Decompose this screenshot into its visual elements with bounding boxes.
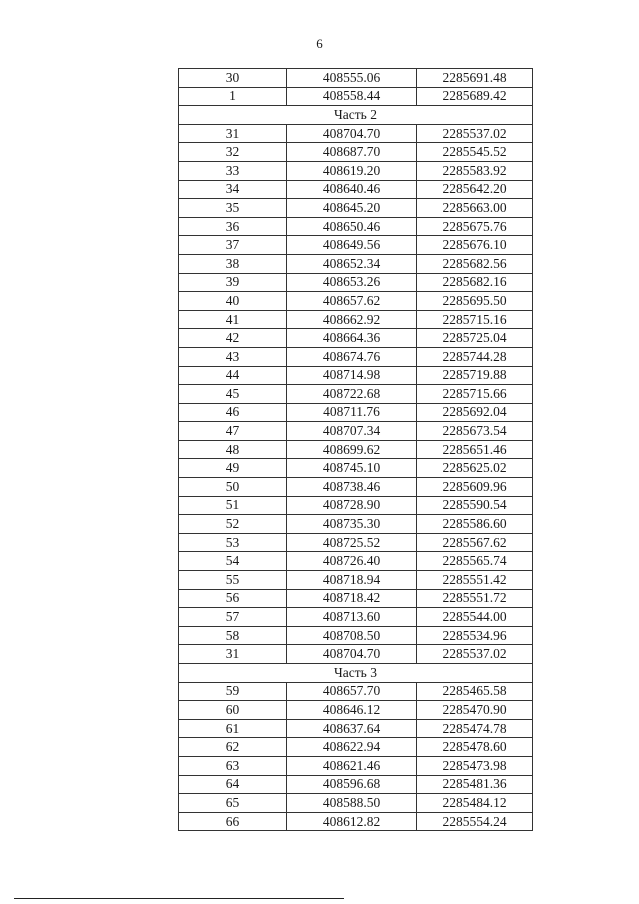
point-number-cell: 52 <box>179 515 287 534</box>
point-number-cell: 48 <box>179 440 287 459</box>
point-number-cell: 66 <box>179 812 287 831</box>
table-row <box>179 422 533 441</box>
y-coordinate-cell: 2285663.00 <box>417 199 533 218</box>
y-coordinate-cell: 2285481.36 <box>417 775 533 794</box>
y-coordinate-cell: 2285676.10 <box>417 236 533 255</box>
point-number-cell: 53 <box>179 533 287 552</box>
point-number-cell: 56 <box>179 589 287 608</box>
x-coordinate-cell: 408652.34 <box>287 254 417 273</box>
table-row <box>179 161 533 180</box>
table-row <box>179 812 533 831</box>
point-number-cell: 64 <box>179 775 287 794</box>
y-coordinate-cell: 2285567.62 <box>417 533 533 552</box>
table-row <box>179 292 533 311</box>
table-row <box>179 459 533 478</box>
table-row <box>179 756 533 775</box>
y-coordinate-cell: 2285625.02 <box>417 459 533 478</box>
table-row <box>179 385 533 404</box>
table-row <box>179 254 533 273</box>
x-coordinate-cell: 408662.92 <box>287 310 417 329</box>
point-number-cell: 35 <box>179 199 287 218</box>
x-coordinate-cell: 408708.50 <box>287 626 417 645</box>
y-coordinate-cell: 2285692.04 <box>417 403 533 422</box>
table-row <box>179 440 533 459</box>
table-row <box>179 217 533 236</box>
point-number-cell: 49 <box>179 459 287 478</box>
x-coordinate-cell: 408640.46 <box>287 180 417 199</box>
y-coordinate-cell: 2285691.48 <box>417 69 533 88</box>
point-number-cell: 33 <box>179 161 287 180</box>
table-row <box>179 347 533 366</box>
table-row <box>179 310 533 329</box>
point-number-cell: 57 <box>179 608 287 627</box>
table-row <box>179 496 533 515</box>
x-coordinate-cell: 408687.70 <box>287 143 417 162</box>
x-coordinate-cell: 408657.62 <box>287 292 417 311</box>
point-number-cell: 65 <box>179 794 287 813</box>
point-number-cell: 46 <box>179 403 287 422</box>
table-row <box>179 515 533 534</box>
x-coordinate-cell: 408718.94 <box>287 571 417 590</box>
page-number: 6 <box>316 36 323 51</box>
x-coordinate-cell: 408558.44 <box>287 87 417 106</box>
table-row <box>179 682 533 701</box>
table-body <box>179 69 533 831</box>
x-coordinate-cell: 408722.68 <box>287 385 417 404</box>
point-number-cell: 40 <box>179 292 287 311</box>
x-coordinate-cell: 408646.12 <box>287 701 417 720</box>
table-row <box>179 236 533 255</box>
table-row <box>179 69 533 88</box>
x-coordinate-cell: 408707.34 <box>287 422 417 441</box>
x-coordinate-cell: 408745.10 <box>287 459 417 478</box>
y-coordinate-cell: 2285544.00 <box>417 608 533 627</box>
table-row <box>179 273 533 292</box>
x-coordinate-cell: 408612.82 <box>287 812 417 831</box>
x-coordinate-cell: 408728.90 <box>287 496 417 515</box>
y-coordinate-cell: 2285545.52 <box>417 143 533 162</box>
section-label: Часть 3 <box>179 664 533 683</box>
point-number-cell: 44 <box>179 366 287 385</box>
section-header-row <box>179 664 533 683</box>
section-label: Часть 2 <box>179 106 533 125</box>
table-row <box>179 701 533 720</box>
x-coordinate-cell: 408588.50 <box>287 794 417 813</box>
x-coordinate-cell: 408645.20 <box>287 199 417 218</box>
point-number-cell: 39 <box>179 273 287 292</box>
point-number-cell: 45 <box>179 385 287 404</box>
point-number-cell: 50 <box>179 478 287 497</box>
point-number-cell: 41 <box>179 310 287 329</box>
y-coordinate-cell: 2285715.66 <box>417 385 533 404</box>
point-number-cell: 1 <box>179 87 287 106</box>
point-number-cell: 51 <box>179 496 287 515</box>
y-coordinate-cell: 2285565.74 <box>417 552 533 571</box>
x-coordinate-cell: 408713.60 <box>287 608 417 627</box>
bottom-rule <box>14 898 344 899</box>
point-number-cell: 59 <box>179 682 287 701</box>
x-coordinate-cell: 408674.76 <box>287 347 417 366</box>
y-coordinate-cell: 2285689.42 <box>417 87 533 106</box>
y-coordinate-cell: 2285725.04 <box>417 329 533 348</box>
table-row <box>179 738 533 757</box>
table-row <box>179 366 533 385</box>
section-header-row <box>179 106 533 125</box>
y-coordinate-cell: 2285642.20 <box>417 180 533 199</box>
point-number-cell: 61 <box>179 719 287 738</box>
x-coordinate-cell: 408704.70 <box>287 124 417 143</box>
point-number-cell: 30 <box>179 69 287 88</box>
x-coordinate-cell: 408704.70 <box>287 645 417 664</box>
table-row <box>179 478 533 497</box>
table-row <box>179 180 533 199</box>
x-coordinate-cell: 408738.46 <box>287 478 417 497</box>
y-coordinate-cell: 2285715.16 <box>417 310 533 329</box>
x-coordinate-cell: 408649.56 <box>287 236 417 255</box>
table-row <box>179 403 533 422</box>
x-coordinate-cell: 408718.42 <box>287 589 417 608</box>
coordinates-table <box>178 68 533 831</box>
point-number-cell: 42 <box>179 329 287 348</box>
point-number-cell: 58 <box>179 626 287 645</box>
y-coordinate-cell: 2285675.76 <box>417 217 533 236</box>
point-number-cell: 32 <box>179 143 287 162</box>
y-coordinate-cell: 2285682.56 <box>417 254 533 273</box>
y-coordinate-cell: 2285473.98 <box>417 756 533 775</box>
table-row <box>179 608 533 627</box>
y-coordinate-cell: 2285537.02 <box>417 124 533 143</box>
y-coordinate-cell: 2285478.60 <box>417 738 533 757</box>
table-row <box>179 552 533 571</box>
y-coordinate-cell: 2285609.96 <box>417 478 533 497</box>
table-row <box>179 87 533 106</box>
x-coordinate-cell: 408657.70 <box>287 682 417 701</box>
x-coordinate-cell: 408621.46 <box>287 756 417 775</box>
point-number-cell: 47 <box>179 422 287 441</box>
table-row <box>179 143 533 162</box>
x-coordinate-cell: 408619.20 <box>287 161 417 180</box>
y-coordinate-cell: 2285682.16 <box>417 273 533 292</box>
table-row <box>179 329 533 348</box>
x-coordinate-cell: 408735.30 <box>287 515 417 534</box>
point-number-cell: 43 <box>179 347 287 366</box>
x-coordinate-cell: 408653.26 <box>287 273 417 292</box>
x-coordinate-cell: 408714.98 <box>287 366 417 385</box>
y-coordinate-cell: 2285537.02 <box>417 645 533 664</box>
point-number-cell: 55 <box>179 571 287 590</box>
point-number-cell: 54 <box>179 552 287 571</box>
y-coordinate-cell: 2285474.78 <box>417 719 533 738</box>
y-coordinate-cell: 2285551.72 <box>417 589 533 608</box>
table-row <box>179 124 533 143</box>
point-number-cell: 31 <box>179 645 287 664</box>
y-coordinate-cell: 2285719.88 <box>417 366 533 385</box>
x-coordinate-cell: 408726.40 <box>287 552 417 571</box>
x-coordinate-cell: 408664.36 <box>287 329 417 348</box>
table-row <box>179 589 533 608</box>
x-coordinate-cell: 408725.52 <box>287 533 417 552</box>
y-coordinate-cell: 2285744.28 <box>417 347 533 366</box>
y-coordinate-cell: 2285695.50 <box>417 292 533 311</box>
point-number-cell: 62 <box>179 738 287 757</box>
y-coordinate-cell: 2285470.90 <box>417 701 533 720</box>
y-coordinate-cell: 2285554.24 <box>417 812 533 831</box>
point-number-cell: 63 <box>179 756 287 775</box>
y-coordinate-cell: 2285465.58 <box>417 682 533 701</box>
x-coordinate-cell: 408637.64 <box>287 719 417 738</box>
table-row <box>179 645 533 664</box>
x-coordinate-cell: 408622.94 <box>287 738 417 757</box>
y-coordinate-cell: 2285651.46 <box>417 440 533 459</box>
point-number-cell: 36 <box>179 217 287 236</box>
table-row <box>179 794 533 813</box>
x-coordinate-cell: 408596.68 <box>287 775 417 794</box>
table-row <box>179 626 533 645</box>
y-coordinate-cell: 2285673.54 <box>417 422 533 441</box>
y-coordinate-cell: 2285484.12 <box>417 794 533 813</box>
y-coordinate-cell: 2285586.60 <box>417 515 533 534</box>
point-number-cell: 38 <box>179 254 287 273</box>
x-coordinate-cell: 408711.76 <box>287 403 417 422</box>
point-number-cell: 34 <box>179 180 287 199</box>
x-coordinate-cell: 408650.46 <box>287 217 417 236</box>
y-coordinate-cell: 2285551.42 <box>417 571 533 590</box>
table-row <box>179 199 533 218</box>
y-coordinate-cell: 2285534.96 <box>417 626 533 645</box>
table-row <box>179 533 533 552</box>
x-coordinate-cell: 408699.62 <box>287 440 417 459</box>
x-coordinate-cell: 408555.06 <box>287 69 417 88</box>
point-number-cell: 31 <box>179 124 287 143</box>
point-number-cell: 60 <box>179 701 287 720</box>
point-number-cell: 37 <box>179 236 287 255</box>
table-row <box>179 571 533 590</box>
table-row <box>179 775 533 794</box>
table-row <box>179 719 533 738</box>
y-coordinate-cell: 2285590.54 <box>417 496 533 515</box>
y-coordinate-cell: 2285583.92 <box>417 161 533 180</box>
